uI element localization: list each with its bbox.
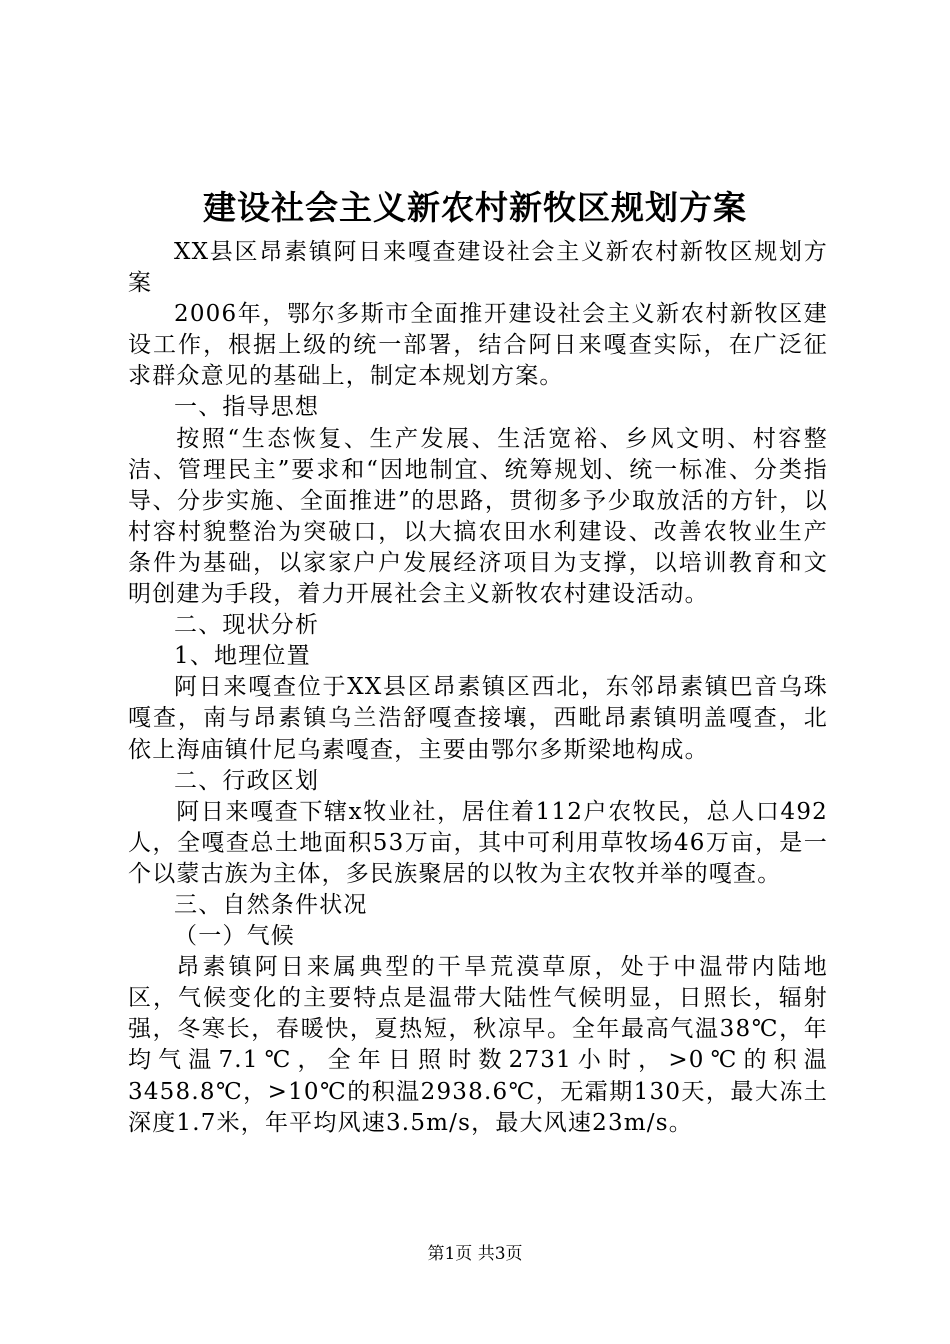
section-heading-status-analysis: 二、现状分析 <box>174 612 320 639</box>
subtitle-paragraph: XX县区昂素镇阿日来嘎查建设社会主义新农村新牧区规划方案 <box>128 239 828 297</box>
section-heading-administrative-division: 二、行政区划 <box>174 767 320 794</box>
guiding-thought-paragraph: 按照“生态恢复、生产发展、生活宽裕、乡风文明、村容整洁、管理民主”要求和“因地制宜、统筹规划、统一标准、分类指导、分步实施、全面推进”的思路，贯彻多予少取放活的方针，以村容村貌整治为突破口，以大搞农田水利建设、改善农牧业生产条件为基础，以家家户户发展经济项目为支撑，以培训教育和文明创建为手段，着力开展社会主义新牧农村建设活动。 <box>128 425 828 608</box>
section-heading-natural-conditions: 三、自然条件状况 <box>174 891 368 918</box>
intro-paragraph: 2006年，鄂尔多斯市全面推开建设社会主义新农村新牧区建设工作，根据上级的统一部署，结合阿日来嘎查实际，在广泛征求群众意见的基础上，制定本规划方案。 <box>128 301 828 390</box>
administrative-division-paragraph: 阿日来嘎查下辖x牧业社，居住着112户农牧民，总人口492人，全嘎查总土地面积53万亩，其中可利用草牧场46万亩，是一个以蒙古族为主体，多民族聚居的以牧为主农牧并举的嘎查。 <box>128 798 828 887</box>
section-heading-guiding-thought: 一、指导思想 <box>174 394 320 421</box>
location-paragraph: 阿日来嘎查位于XX县区昂素镇区西北，东邻昂素镇巴音乌珠嘎查，南与昂素镇乌兰浩舒嘎查接壤，西毗昂素镇明盖嘎查，北依上海庙镇什尼乌素嘎查，主要由鄂尔多斯梁地构成。 <box>128 674 828 763</box>
subheading-location: 1、地理位置 <box>174 643 311 670</box>
subheading-climate: （一）气候 <box>174 923 295 950</box>
climate-paragraph: 昂素镇阿日来属典型的干旱荒漠草原，处于中温带内陆地区，气候变化的主要特点是温带大陆性气候明显，日照长，辐射强，冬寒长，春暖快，夏热短，秋凉早。全年最高气温38℃，年均气温7.1℃，全年日照时数2731小时，>0℃的积温3458.8℃，>10℃的积温2938.6℃，无霜期130天，最大冻土深度1.7米，年平均风速3.5m/s，最大风速23m/s。 <box>128 954 828 1136</box>
page-footer: 第1页 共3页 <box>427 1244 523 1264</box>
document-body <box>128 237 828 1139</box>
document-title: 建设社会主义新农村新牧区规划方案 <box>203 188 747 227</box>
